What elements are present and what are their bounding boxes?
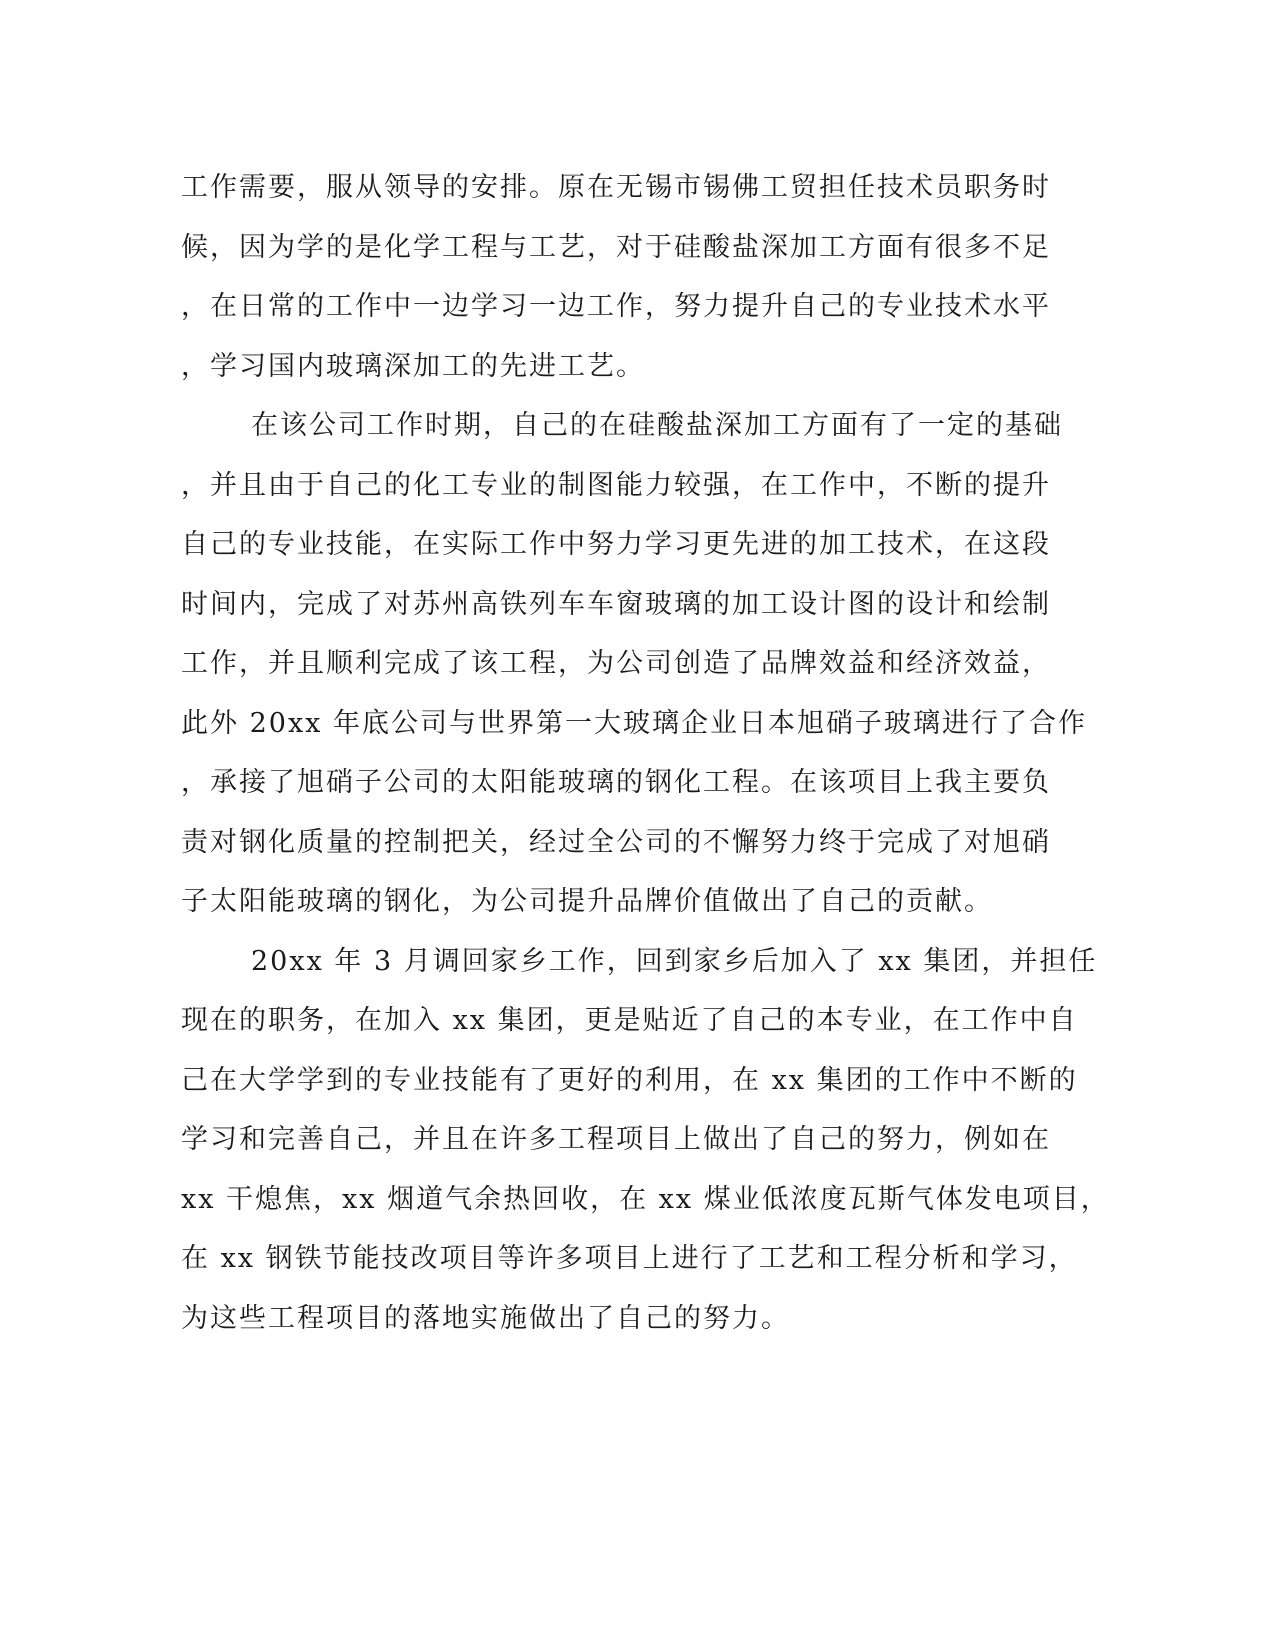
text-line: 20xx 年 3 月调回家乡工作，回到家乡后加入了 xx 集团，并担任 [251,945,1098,977]
text-line: 此外 20xx 年底公司与世界第一大玻璃企业日本旭硝子玻璃进行了合作 [181,707,1087,739]
text-line: 工作需要，服从领导的安排。原在无锡市锡佛工贸担任技术员职务时 [181,172,1051,203]
text-line: ，并且由于自己的化工专业的制图能力较强，在工作中，不断的提升 [181,469,1051,501]
paragraph-1 [181,158,1051,396]
text-line: 责对钢化质量的控制把关，经过全公司的不懈努力终于完成了对旭硝 [181,826,1051,858]
text-line: ，承接了旭硝子公司的太阳能玻璃的钢化工程。在该项目上我主要负 [181,767,1051,798]
text-line: 为这些工程项目的落地实施做出了自己的努力。 [181,1302,790,1334]
text-line: xx 干熄焦，xx 烟道气余热回收，在 xx 煤业低浓度瓦斯气体发电项目， [181,1183,1110,1215]
text-line: ，学习国内玻璃深加工的先进工艺。 [181,350,645,382]
text-line: 候，因为学的是化学工程与工艺，对于硅酸盐深加工方面有很多不足 [181,231,1051,263]
text-line: 在该公司工作时期，自己的在硅酸盐深加工方面有了一定的基础 [251,410,1063,441]
text-line: 自己的专业技能，在实际工作中努力学习更先进的加工技术，在这段 [181,529,1051,560]
text-line: 时间内，完成了对苏州高铁列车车窗玻璃的加工设计图的设计和绘制 [181,588,1051,620]
paragraph-3 [181,932,1110,1349]
paragraph-2 [181,396,1087,932]
text-line: 工作，并且顺利完成了该工程，为公司创造了品牌效益和经济效益， [181,648,1051,679]
text-line: 学习和完善自己，并且在许多工程项目上做出了自己的努力，例如在 [181,1124,1051,1155]
text-line: 子太阳能玻璃的钢化，为公司提升品牌价值做出了自己的贡献。 [181,886,993,917]
text-line: 己在大学学到的专业技能有了更好的利用，在 xx 集团的工作中不断的 [181,1064,1078,1096]
text-line: 在 xx 钢铁节能技改项目等许多项目上进行了工艺和工程分析和学习， [181,1243,1078,1274]
text-line: 现在的职务，在加入 xx 集团，更是贴近了自己的本专业，在工作中自 [181,1005,1078,1036]
text-line: ，在日常的工作中一边学习一边工作，努力提升自己的专业技术水平 [181,291,1051,322]
document-body [181,158,1110,1348]
